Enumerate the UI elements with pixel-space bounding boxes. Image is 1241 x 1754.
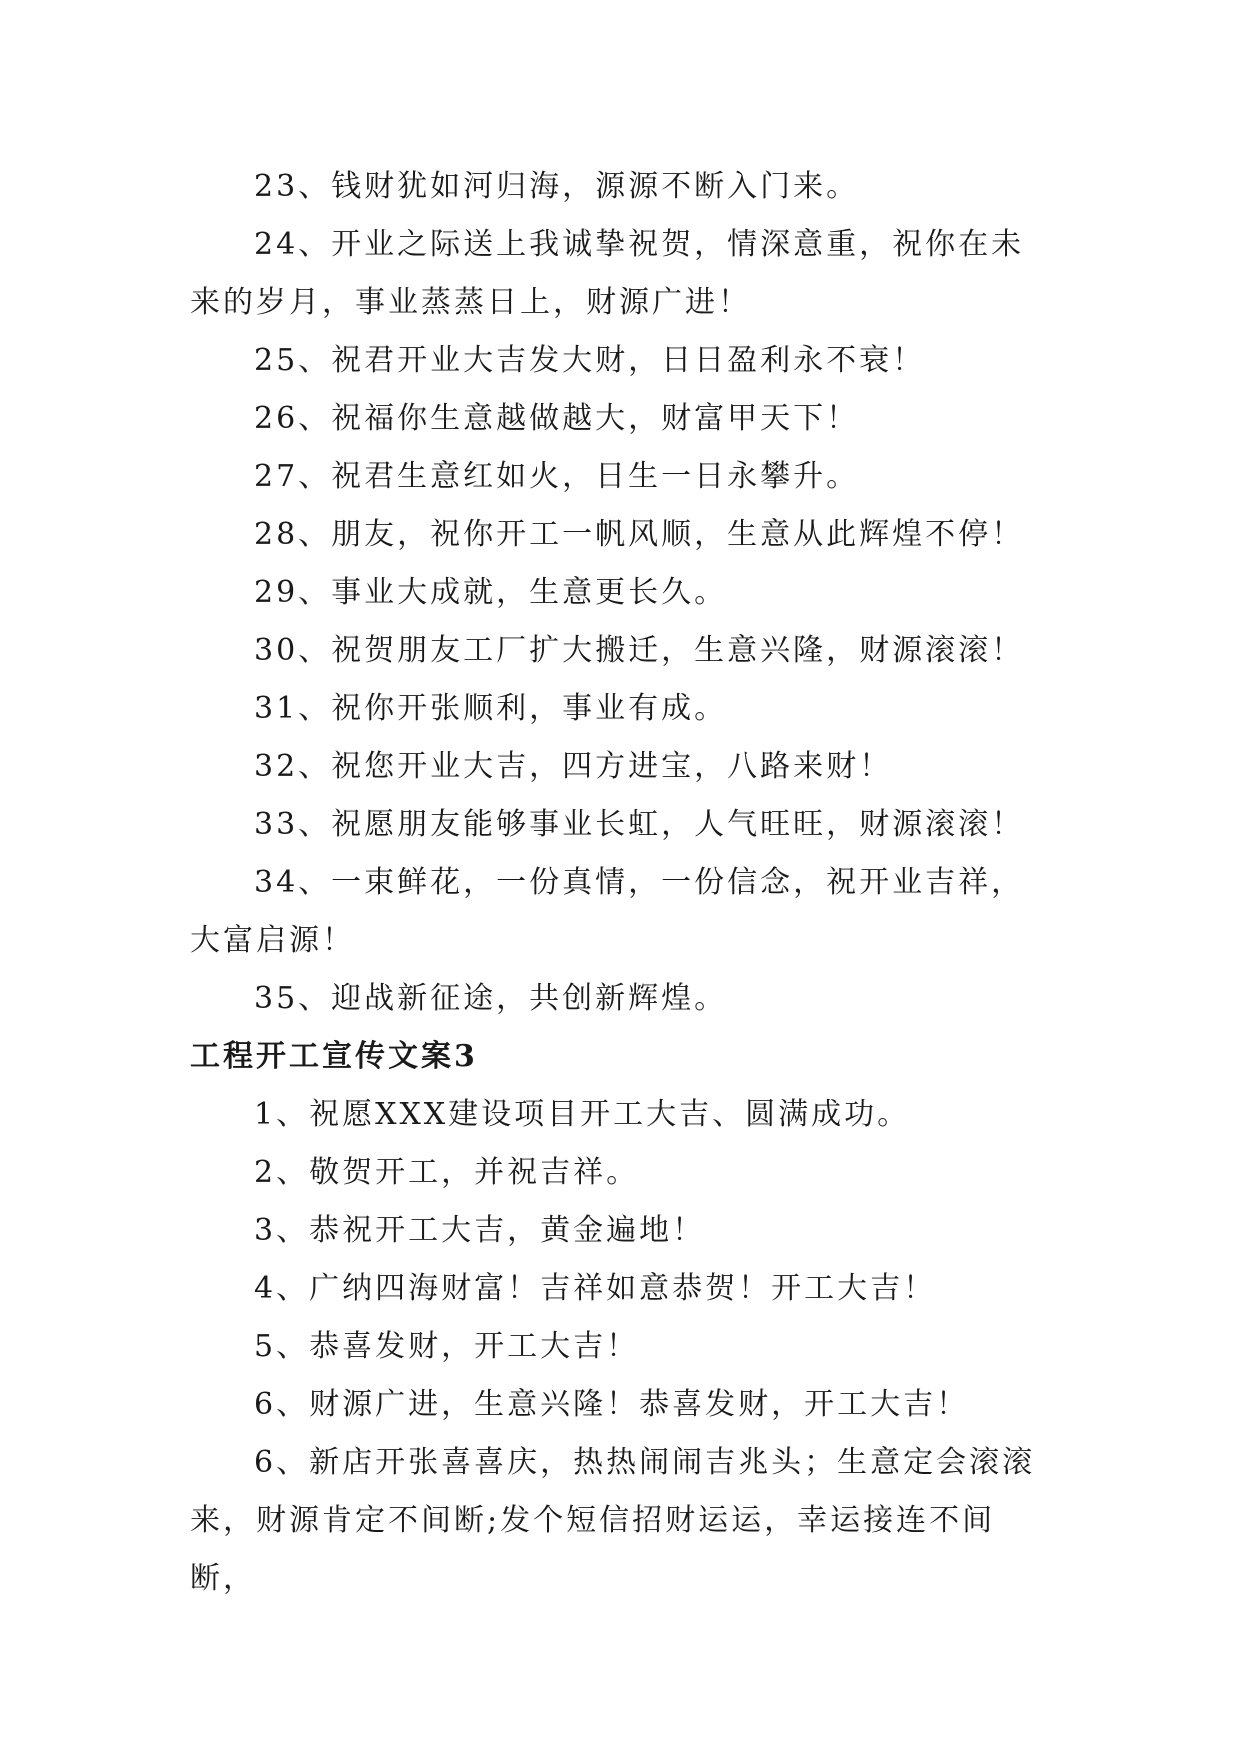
list-item: 30、祝贺朋友工厂扩大搬迁，生意兴隆，财源滚滚！	[254, 633, 1025, 668]
list-item: 25、祝君开业大吉发大财，日日盈利永不衰！	[254, 343, 926, 378]
list-item: 34、一束鲜花，一份真情，一份信念，祝开业吉祥，大富启源！	[190, 865, 1025, 958]
list-item: 27、祝君生意红如火，日生一日永攀升。	[254, 459, 860, 494]
list-item: 5、恭喜发财，开工大吉！	[254, 1329, 640, 1364]
list-item: 29、事业大成就，生意更长久。	[254, 575, 728, 610]
list-item: 6、新店开张喜喜庆，热热闹闹吉兆头；生意定会滚滚来，财源肯定不间断;发个短信招财运运，幸运接连不间断，	[190, 1445, 1036, 1596]
list-item: 6、财源广进，生意兴隆！恭喜发财，开工大吉！	[254, 1387, 970, 1422]
document-body	[190, 158, 1050, 1608]
list-item: 1、祝愿XXX建设项目开工大吉、圆满成功。	[254, 1097, 911, 1132]
list-item: 2、敬贺开工，并祝吉祥。	[254, 1155, 640, 1190]
list-item: 35、迎战新征途，共创新辉煌。	[254, 981, 728, 1016]
list-item: 28、朋友，祝你开工一帆风顺，生意从此辉煌不停！	[254, 517, 1025, 552]
list-item: 32、祝您开业大吉，四方进宝，八路来财！	[254, 749, 893, 784]
list-item: 24、开业之际送上我诚挚祝贺，情深意重，祝你在未来的岁月，事业蒸蒸日上，财源广进！	[190, 227, 1025, 320]
list-item: 3、恭祝开工大吉，黄金遍地！	[254, 1213, 706, 1248]
list-item: 4、广纳四海财富！吉祥如意恭贺！开工大吉！	[254, 1271, 937, 1306]
list-item: 33、祝愿朋友能够事业长虹，人气旺旺，财源滚滚！	[254, 807, 1025, 842]
list-item: 23、钱财犹如河归海，源源不断入门来。	[254, 169, 860, 204]
list-item: 26、祝福你生意越做越大，财富甲天下！	[254, 401, 860, 436]
list-item: 31、祝你开张顺利，事业有成。	[254, 691, 728, 726]
section-heading: 工程开工宣传文案3	[190, 1039, 478, 1074]
